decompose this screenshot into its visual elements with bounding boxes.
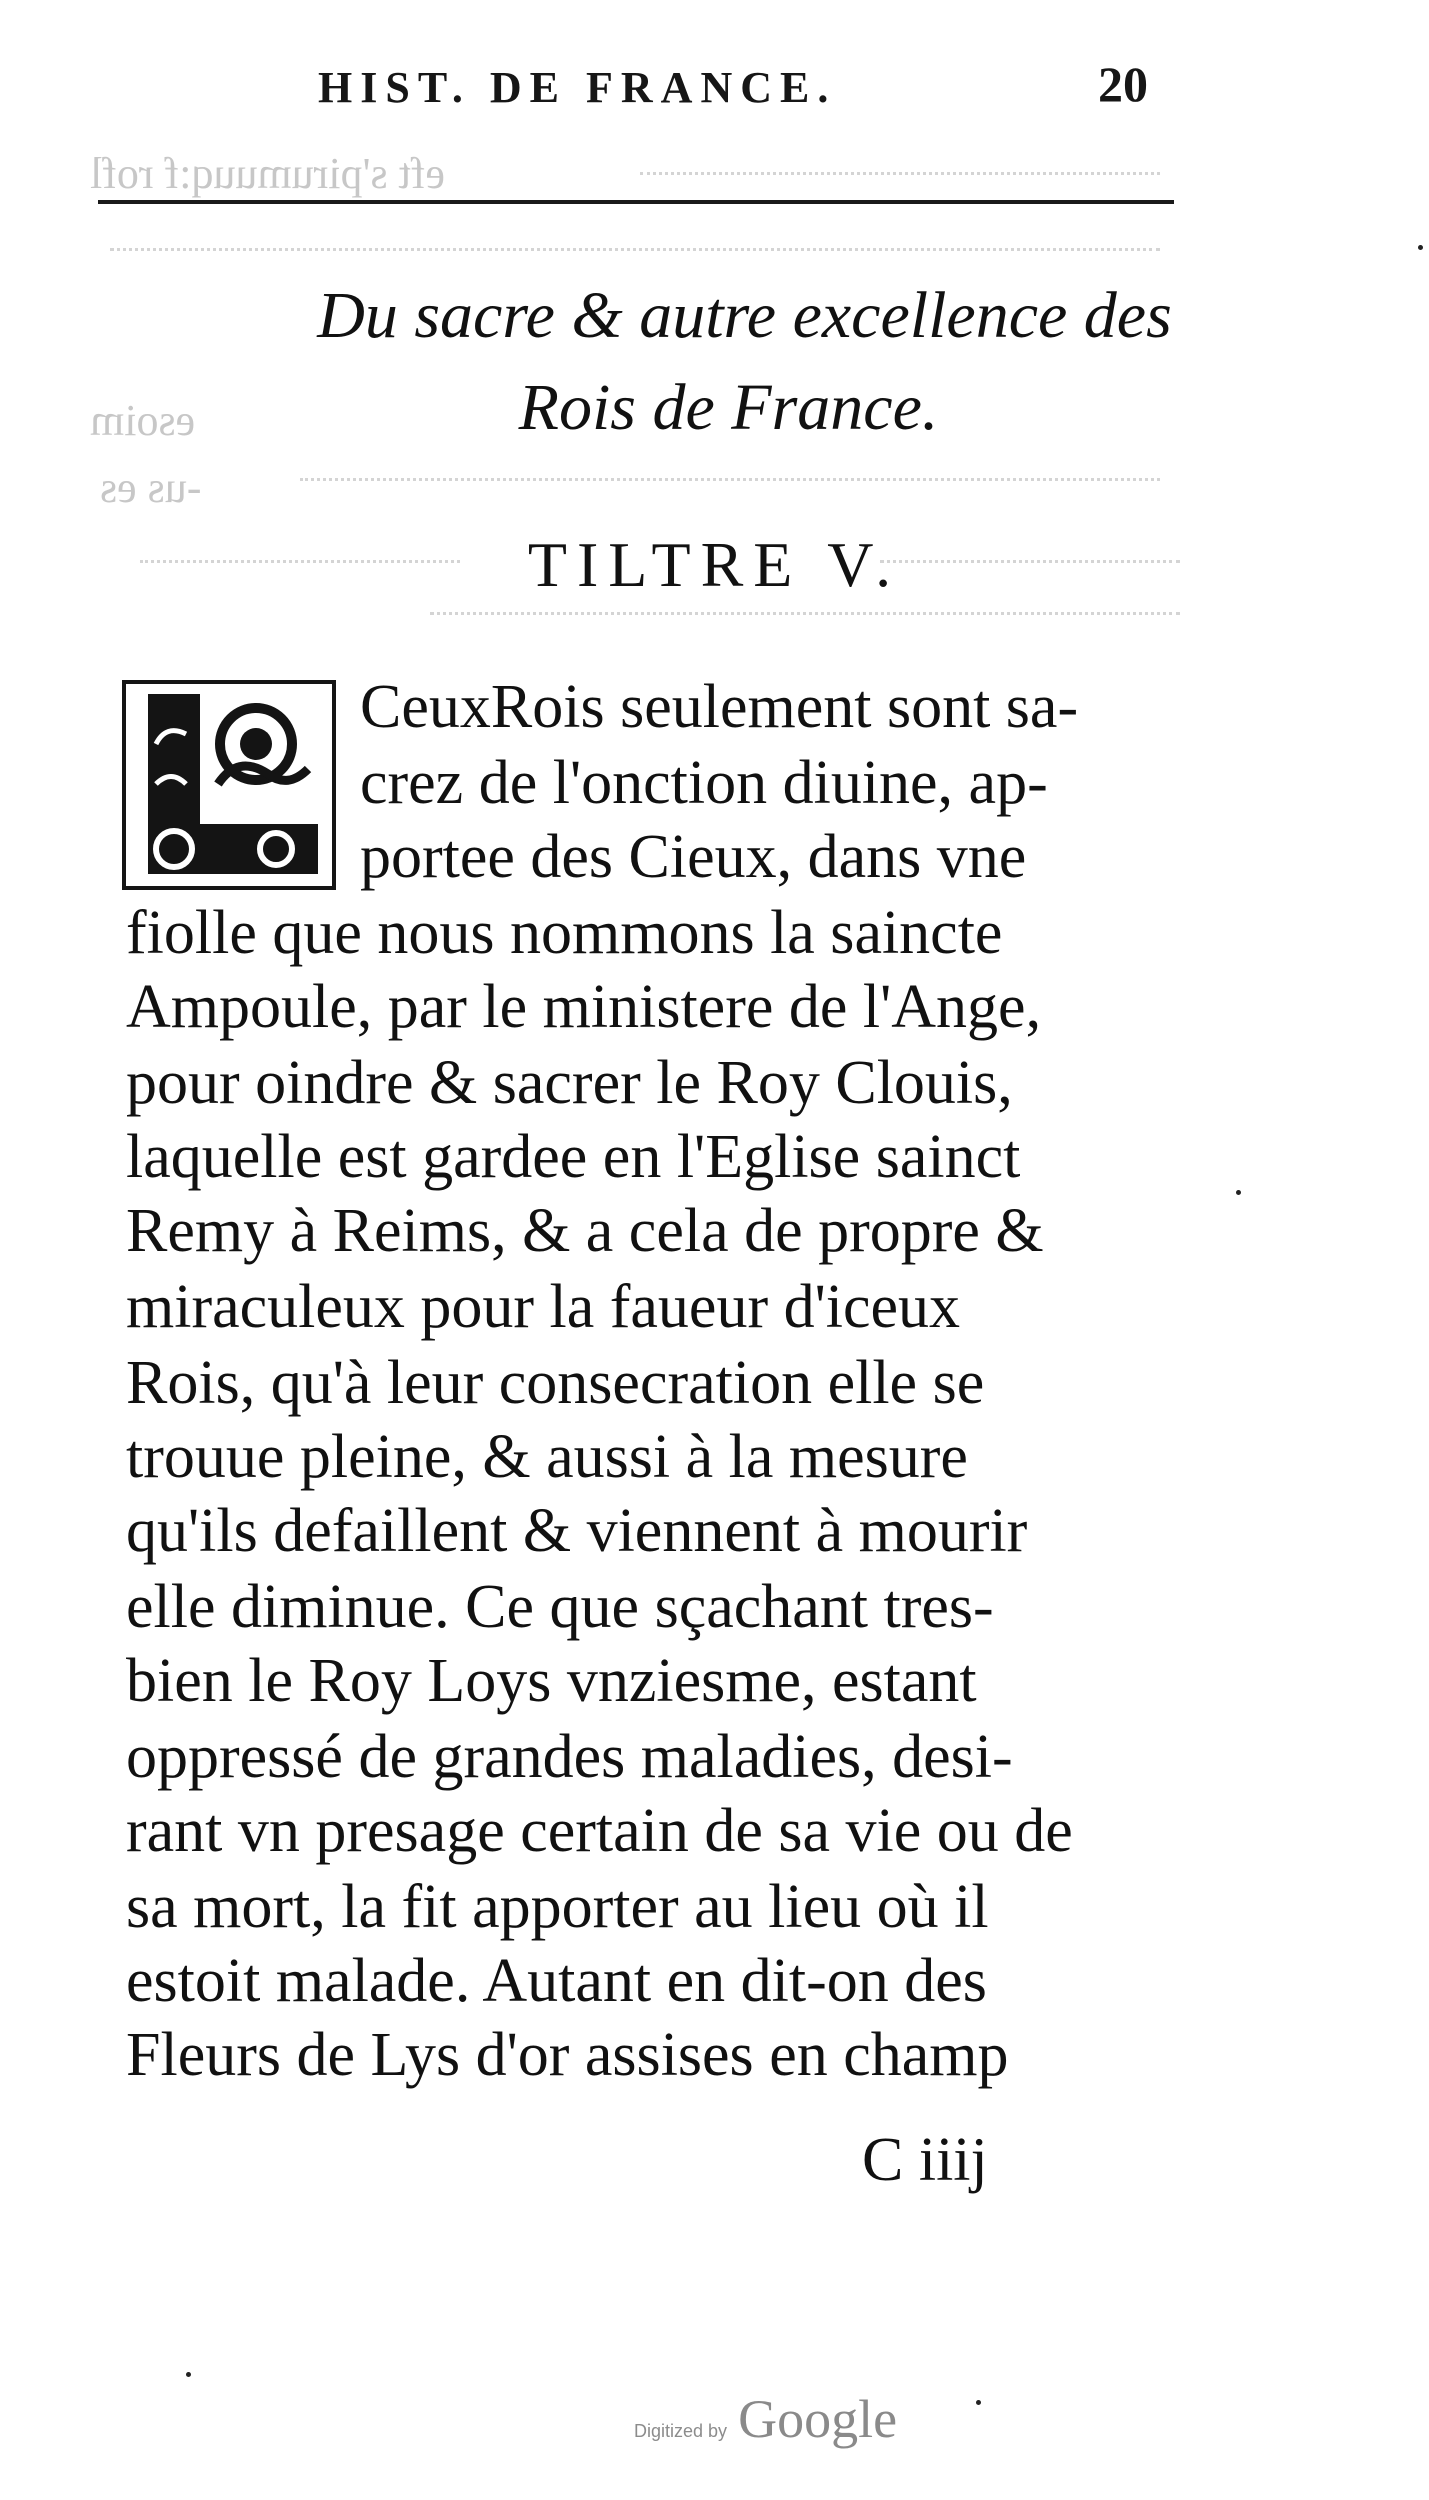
section-title-line-2: Rois de France. bbox=[518, 371, 939, 444]
section-title-line-1: Du sacre & autre excellence des bbox=[317, 279, 1172, 352]
text-line: elle diminue. Ce que sçachant tres- bbox=[126, 1573, 994, 1641]
text-line: trouue pleine, & aussi à la mesure bbox=[126, 1423, 968, 1491]
bleed-through-dots bbox=[300, 478, 1160, 483]
bleed-through-ghost: -us es bbox=[100, 463, 202, 512]
google-logo: Google bbox=[738, 2389, 898, 2449]
signature-mark: C iiij bbox=[862, 2126, 988, 2194]
running-head: HIST. DE FRANCE. bbox=[318, 63, 837, 112]
bleed-through-dots bbox=[640, 172, 1160, 177]
text-line: qu'ils defaillent & viennent à mourir bbox=[126, 1497, 1028, 1565]
text-line: oppressé de grandes maladies, desi- bbox=[126, 1723, 1013, 1791]
text-line: Ampoule, par le ministere de l'Ange, bbox=[126, 973, 1042, 1041]
text-line: pour oindre & sacrer le Roy Clouis, bbox=[126, 1049, 1013, 1117]
bleed-through-dots bbox=[430, 612, 1180, 617]
text-line: sa mort, la fit apporter au lieu où il bbox=[126, 1873, 989, 1941]
text-line: Remy à Reims, & a cela de propre & bbox=[126, 1197, 1044, 1265]
text-line: Fleurs de Lys d'or assises en champ bbox=[126, 2021, 1009, 2089]
page-number: 20 bbox=[1098, 56, 1148, 112]
text-line: bien le Roy Loys vnziesme, estant bbox=[126, 1647, 977, 1715]
text-line: rant vn presage certain de sa vie ou de bbox=[126, 1797, 1073, 1865]
section-subtitle: TILTRE V. bbox=[527, 529, 902, 600]
header-rule bbox=[98, 200, 1174, 204]
text-line: estoit malade. Autant en dit-on des bbox=[126, 1947, 987, 2015]
ink-speck bbox=[1236, 1190, 1241, 1195]
text-line: laquelle est gardee en l'Eglise sainct bbox=[126, 1123, 1021, 1191]
ink-speck bbox=[976, 2400, 981, 2405]
ink-speck bbox=[186, 2372, 191, 2377]
text-line: miraculeux pour la faueur d'iceux bbox=[126, 1273, 961, 1341]
text-line: Rois, qu'à leur consecration elle se bbox=[126, 1349, 985, 1417]
bleed-through-dots bbox=[110, 248, 1160, 253]
text-line: crez de l'onction diuine, ap- bbox=[360, 749, 1048, 817]
digitized-label: Digitized by bbox=[634, 2421, 728, 2441]
ornamental-initial-L-icon bbox=[122, 680, 336, 890]
text-line: portee des Cieux, dans vne bbox=[360, 823, 1027, 891]
bleed-through-ghost: eft s'pirumuuq:f rofl bbox=[90, 149, 445, 198]
bleed-through-ghost: esoim bbox=[90, 396, 196, 445]
ink-speck bbox=[1418, 245, 1423, 250]
digitization-credit bbox=[634, 2388, 897, 2450]
text-line: fiolle que nous nommons la saincte bbox=[126, 899, 1003, 967]
text-line: CeuxRois seulement sont sa- bbox=[360, 673, 1079, 741]
